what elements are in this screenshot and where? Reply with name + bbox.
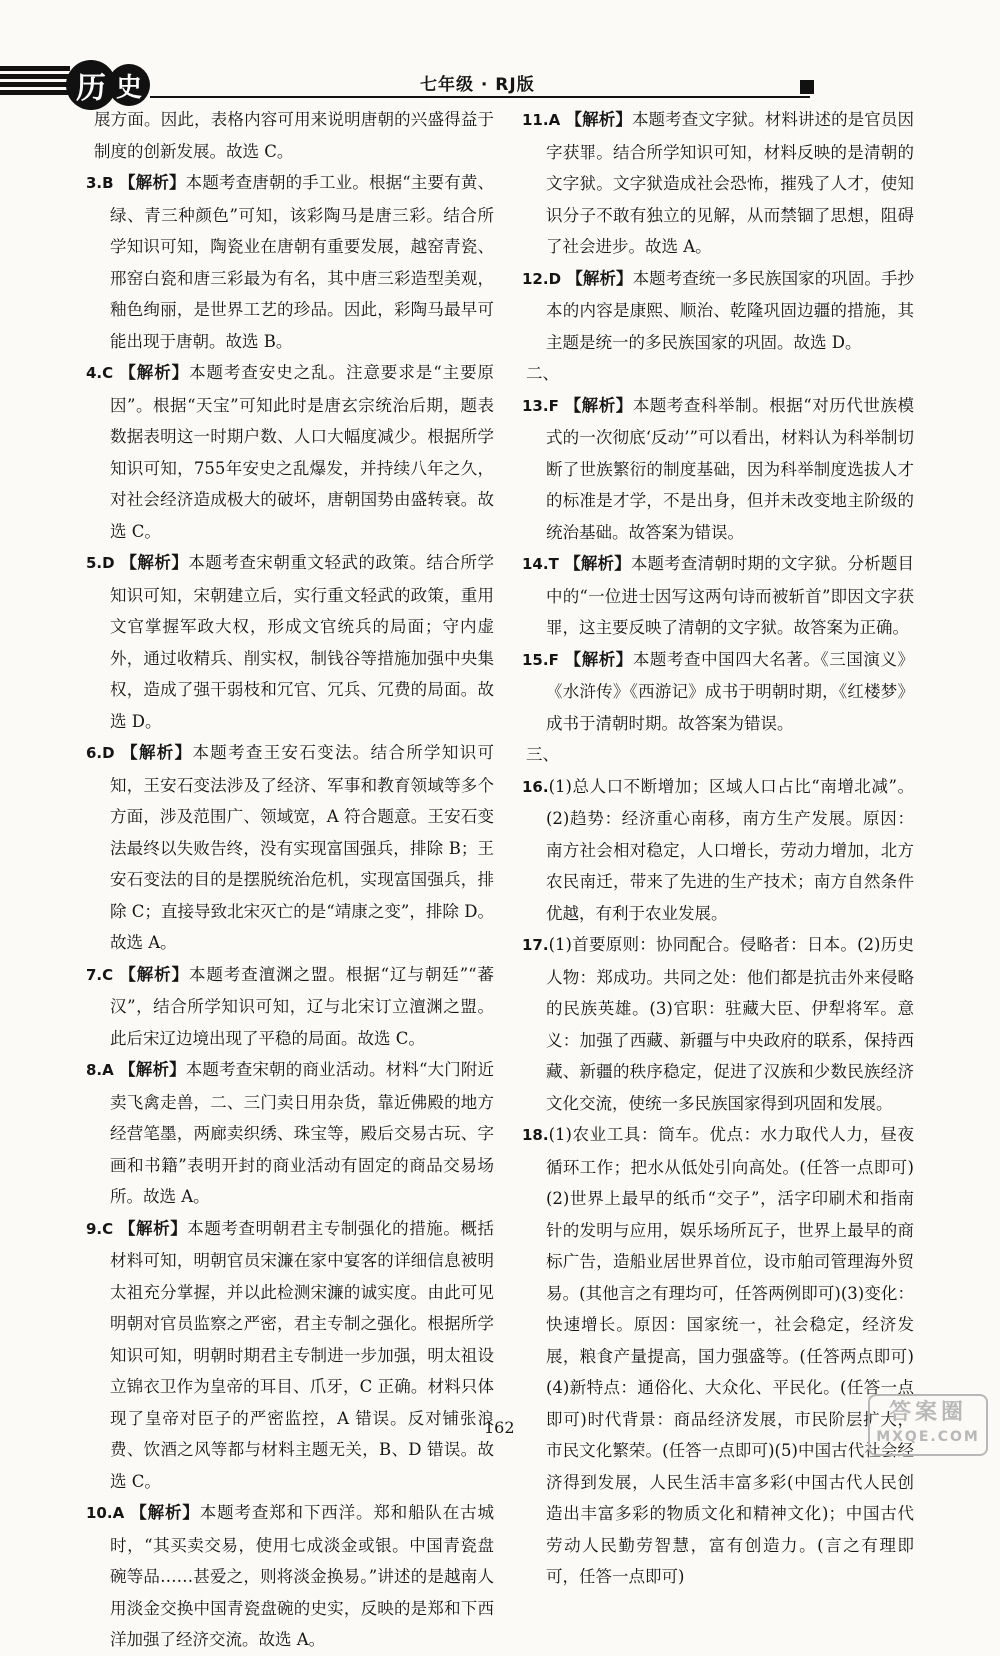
answer-text: 本题考查科举制。根据“对历代世族模式的一次彻底‘反动’”可以看出，材料认为科举制切断了世族繁衍的制度基础，因为科举制度选拔人才的标准是才学，不是出身，但并未改变地主阶级的统治基础。故答案为错误。 [546, 395, 914, 542]
section-heading: 二、 [526, 364, 559, 383]
page-header [0, 0, 1000, 104]
subject-logo: 历 [66, 60, 116, 110]
right-column [522, 104, 914, 1593]
answer-text: 本题考查清朝时期的文字狱。分析题目中的“一位进士因写这两句诗而被斩首”即因文字获罪，这主要反映了清朝的文字狱。故答案为正确。 [546, 554, 915, 637]
answer-number: 5.D [86, 554, 115, 572]
answer-item [522, 104, 914, 263]
answer-number: 17. [522, 936, 549, 954]
header-square [800, 80, 814, 94]
answer-number: 4.C [86, 364, 114, 382]
answer-text: 本题考查唐朝的手工业。根据“主要有黄、绿、青三种颜色”可知，该彩陶马是唐三彩。结合所学知识可知，陶瓷业在唐朝有重要发展，越窑青瓷、邢窑白瓷和唐三彩最为有名，其中唐三彩造型美观，釉色绚丽，是世界工艺的珍品。因此，彩陶马最早可能出现于唐朝。故选 B。 [110, 173, 495, 351]
answer-item [86, 959, 494, 1055]
analysis-tag: 【解析】 [120, 553, 189, 572]
answer-number: 13.F [522, 396, 559, 415]
analysis-tag: 【解析】 [564, 395, 633, 415]
answer-number: 8.A [86, 1061, 114, 1079]
answer-text: 本题考查宋朝重文轻武的政策。结合所学知识可知，宋朝建立后，实行重文轻武的政策，重用文官掌握军政大权，形成文官统兵的局面；守内虚外，通过收精兵、削实权，制钱谷等措施加强中央集权，造成了强干弱枝和冗官、冗兵、冗费的局面。故选 D。 [110, 553, 495, 731]
answer-item [86, 167, 494, 357]
answer-number: 10.A [86, 1504, 125, 1522]
analysis-tag: 【解析】 [119, 964, 190, 984]
analysis-tag: 【解析】 [564, 649, 633, 669]
answer-text: 本题考查明朝君主专制强化的措施。概括材料可知，明朝官员宋濂在家中宴客的详细信息被明太祖充分掌握，并以此检测宋濂的诚实度。由此可见明朝对官员监察之严密，君主专制之强化。根据所学知识可知，明朝时期君主专制进一步加强，明太祖设立锦衣卫作为皇帝的耳目、爪牙，C 正确。材料只体现了皇帝对臣子的严密监控，A 错误。反对铺张浪费、饮酒之风等都与材料主题无关，B、D 错误。故选 C。 [110, 1218, 495, 1491]
analysis-tag: 【解析】 [119, 1060, 186, 1079]
section-heading: 三、 [526, 745, 559, 764]
answer-item [86, 547, 494, 737]
watermark-logo [868, 1394, 988, 1456]
watermark-url: MXQE.COM [876, 1429, 980, 1445]
subject-logo-2: 史 [108, 64, 150, 106]
answer-number: 12.D [522, 269, 562, 288]
answer-continuation [86, 104, 494, 167]
answer-text: 本题考查中国四大名著。《三国演义》《水浒传》《西游记》成书于明朝时期，《红楼梦》成书于清朝时期。故答案为错误。 [546, 649, 915, 733]
answer-text: 本题考查安史之乱。注意要求是“主要原因”。根据“天宝”可知此时是唐玄宗统治后期，题表数据表明这一时期户数、人口大幅度减少。根据所学知识可知，755年安史之乱爆发，并持续八年之久，对社会经济造成极大的破坏，唐朝国势由盛转衰。故选 C。 [110, 363, 495, 541]
answer-item [86, 1497, 494, 1656]
answer-item [522, 644, 914, 740]
answer-number: 14.T [522, 555, 559, 573]
analysis-tag: 【解析】 [566, 268, 633, 288]
answer-item [522, 1119, 914, 1593]
answer-item [86, 1054, 494, 1213]
header-stripes [0, 66, 70, 98]
answer-number: 7.C [86, 965, 114, 984]
analysis-tag: 【解析】 [121, 743, 193, 762]
answer-item [522, 771, 914, 930]
analysis-tag: 【解析】 [564, 554, 631, 573]
answer-text: 本题考查郑和下西洋。郑和船队在古城时，“其买卖交易，使用七成淡金或银。中国青瓷盘碗等品……甚爱之，则将淡金换易。”讲述的是越南人用淡金交换中国青瓷盘碗的史实，反映的是郑和下西洋加强了经济交流。故选 A。 [110, 1503, 495, 1649]
analysis-tag: 【解析】 [130, 1503, 200, 1522]
watermark-title: 答案圈 [888, 1400, 967, 1425]
analysis-tag: 【解析】 [119, 173, 186, 192]
answer-text: 本题考查文字狱。材料讲述的是官员因字获罪。结合所学知识可知，材料反映的是清朝的文字狱。文字狱造成社会恐怖，摧残了人才，使知识分子不敢有独立的见解，从而禁锢了思想，阻碍了社会进步。故选 A。 [546, 110, 915, 256]
answer-number: 9.C [86, 1219, 114, 1238]
page-number: 162 [484, 1418, 515, 1437]
answer-item [522, 929, 914, 1119]
answer-item [86, 737, 494, 959]
answer-text: 本题考查王安石变法。结合所学知识可知，王安石变法涉及了经济、军事和教育领域等多个方面，涉及范围广、领域宽，A 符合题意。王安石变法最终以失败告终，没有实现富国强兵，排除 B；王安石变法的目的是摆脱统治危机，实现富国强兵，排除 C；直接导致北宋灭亡的是“靖康之变”，排除 D。故选 A。 [110, 743, 495, 952]
answer-item [522, 390, 914, 549]
answer-text: 本题考查宋朝的商业活动。材料“大门附近卖飞禽走兽，二、三门卖日用杂货，靠近佛殿的地方经营笔墨，两廊卖织绣、珠宝等，殿后交易古玩、字画和书籍”表明开封的商业活动有固定的商品交易场所。故选 A。 [110, 1060, 495, 1206]
answer-text: (1)总人口不断增加；区域人口占比“南增北减”。(2)趋势：经济重心南移，南方生产发展。原因：南方社会相对稳定，人口增长，劳动力增加，北方农民南迁，带来了先进的生产技术；南方自然条件优越，有利于农业发展。 [546, 776, 914, 923]
answer-text: 本题考查统一多民族国家的巩固。手抄本的内容是康熙、顺治、乾隆巩固边疆的措施，其主题是统一的多民族国家的巩固。故选 D。 [546, 268, 915, 352]
answer-text: 本题考查澶渊之盟。根据“辽与朝廷”“蕃汉”，结合所学知识可知，辽与北宋订立澶渊之盟。此后宋辽边境出现了平稳的局面。故选 C。 [110, 964, 494, 1048]
left-column [86, 104, 494, 1656]
analysis-tag: 【解析】 [565, 110, 632, 129]
answer-number: 11.A [522, 111, 561, 129]
answer-text: (1)农业工具：筒车。优点：水力取代人力，昼夜循环工作；把水从低处引向高处。(任答一点即可)(2)世界上最早的纸币“交子”，活字印刷术和指南针的发明与应用，娱乐场所瓦子，世界上最早的商标广告，造船业居世界首位，设市舶司管理海外贸易。(其他言之有理均可，任答两例即可)(3)变化：快速增长。原因：国家统一，社会稳定，经济发展，粮食产量提高，国力强盛等。(任答两点即可)(4)新特点：通俗化、大众化、平民化。(任答一点即可)时代背景：商品经济发展，市民阶层扩大，市民文化繁荣。(任答一点即可)(5)中国古代社会经济得到发展，人民生活丰富多彩(中国古代人民创造出丰富多彩的物质文化和精神文化)；中国古代劳动人民勤劳智慧，富有创造力。(言之有理即可，任答一点即可) [546, 1125, 914, 1586]
analysis-tag: 【解析】 [118, 1218, 188, 1238]
answer-number: 3.B [86, 174, 114, 192]
answer-number: 18. [522, 1126, 549, 1144]
answer-item [522, 548, 914, 644]
answer-text: (1)首要原则：协同配合。侵略者：日本。(2)历史人物：郑成功。共同之处：他们都是抗击外来侵略的民族英雄。(3)官职：驻藏大臣、伊犁将军。意义：加强了西藏、新疆与中央政府的联系，保持西藏、新疆的秩序稳定，促进了汉族和少数民族经济文化交流，使统一多民族国家得到巩固和发展。 [546, 935, 914, 1113]
answer-number: 6.D [86, 744, 115, 762]
answer-text: 展方面。因此，表格内容可用来说明唐朝的兴盛得益于制度的创新发展。故选 C。 [94, 110, 494, 161]
answer-item [86, 357, 494, 547]
answer-number: 16. [522, 777, 549, 796]
answer-number: 15.F [522, 650, 559, 669]
grade-edition: 七年级 · RJ版 [420, 75, 535, 95]
header-rule [150, 96, 810, 98]
answer-item [86, 1213, 494, 1498]
answer-item [522, 263, 914, 359]
analysis-tag: 【解析】 [119, 363, 190, 382]
